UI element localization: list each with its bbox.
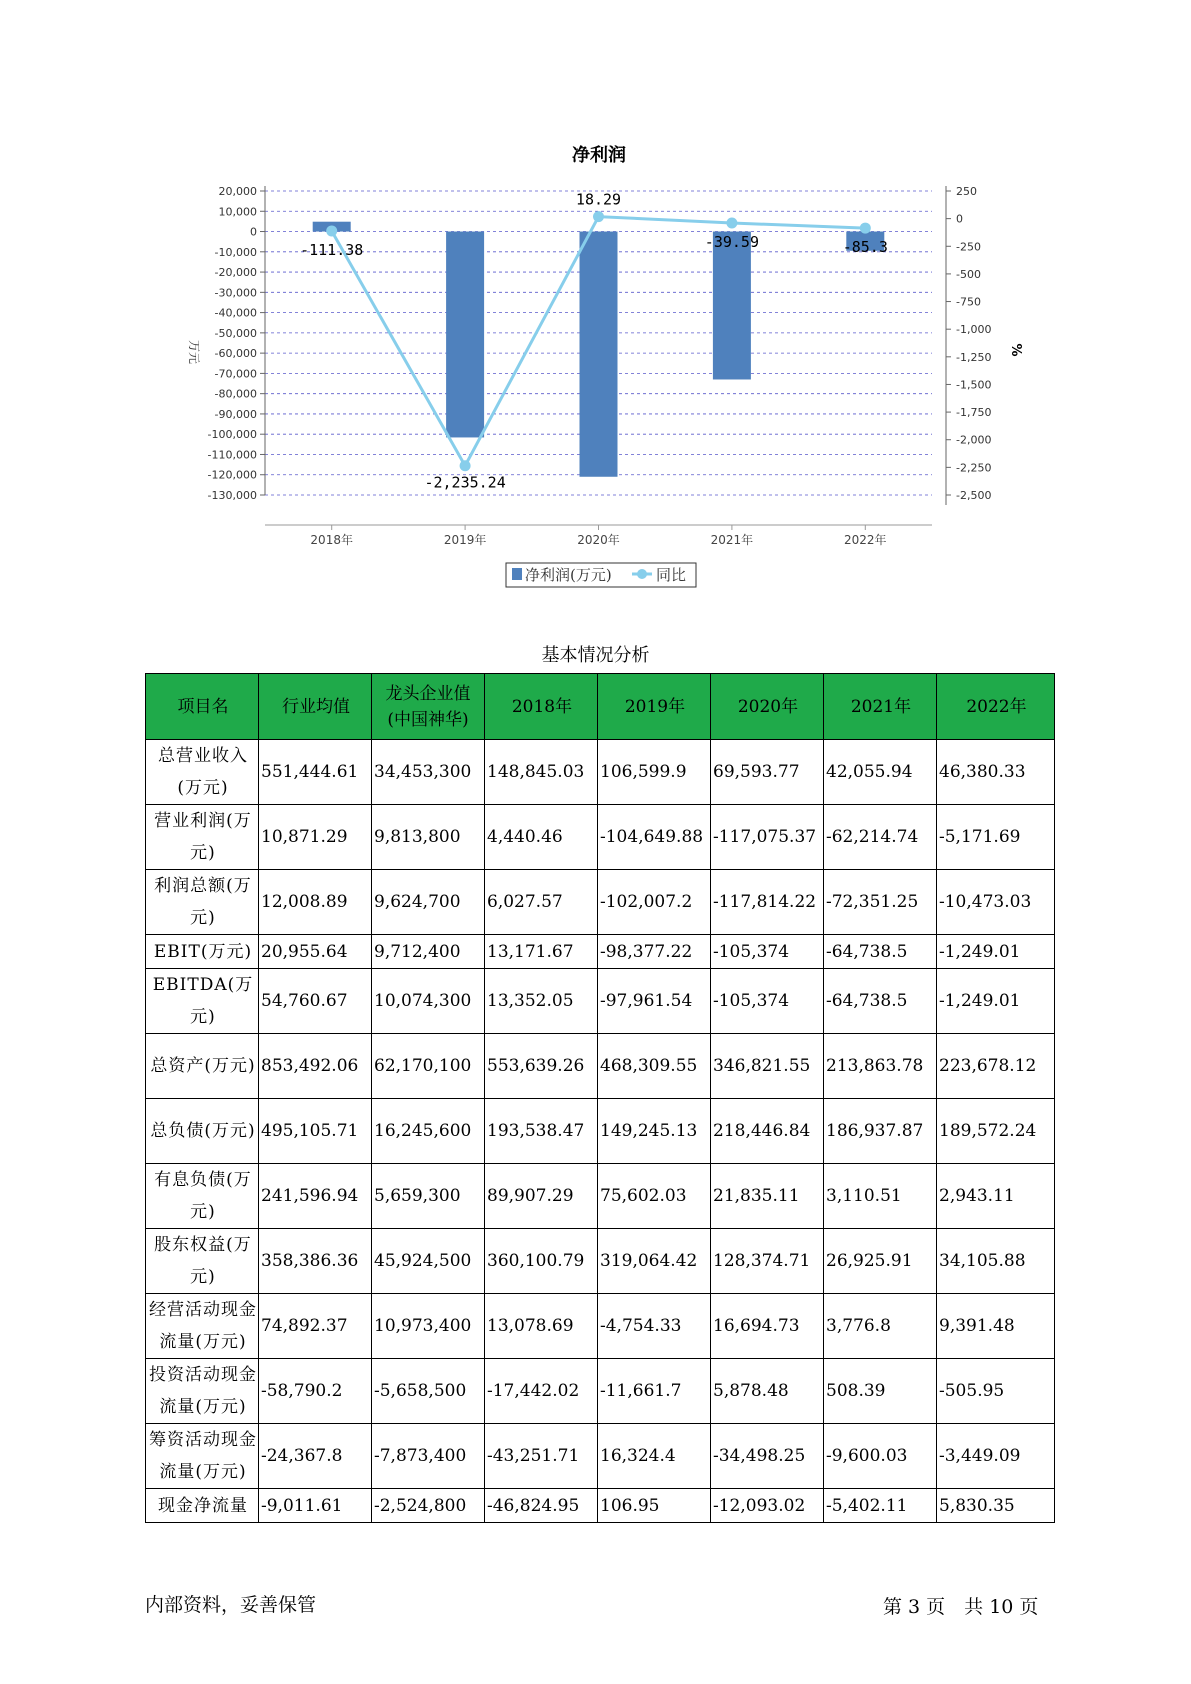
- data-label: -2,235.24: [424, 473, 506, 492]
- table-cell: -7,873,400: [372, 1424, 485, 1489]
- table-cell: 218,446.84: [711, 1099, 824, 1164]
- left-tick-label: -130,000: [207, 489, 257, 502]
- col-header: 2021年: [824, 674, 937, 740]
- table-cell: 89,907.29: [485, 1164, 598, 1229]
- table-cell: 9,712,400: [372, 935, 485, 969]
- table-cell: -24,367.8: [259, 1424, 372, 1489]
- col-header: 2022年: [937, 674, 1055, 740]
- footer-page-number: 第 3 页 共 10 页: [883, 1596, 1039, 1618]
- table-cell: -46,824.95: [485, 1489, 598, 1523]
- table-cell: 10,074,300: [372, 969, 485, 1034]
- table-cell: 26,925.91: [824, 1229, 937, 1294]
- table-cell: -105,374: [711, 935, 824, 969]
- table-cell: -9,011.61: [259, 1489, 372, 1523]
- table-cell: 13,078.69: [485, 1294, 598, 1359]
- table-cell: 5,830.35: [937, 1489, 1055, 1523]
- table-cell: 16,245,600: [372, 1099, 485, 1164]
- x-tick-label: 2021年: [710, 533, 754, 547]
- right-tick-label: -750: [956, 295, 981, 309]
- table-cell: -5,402.11: [824, 1489, 937, 1523]
- table-cell: 2,943.11: [937, 1164, 1055, 1229]
- table-row: [146, 1164, 1055, 1229]
- table-cell: -117,075.37: [711, 805, 824, 870]
- table-cell: 74,892.37: [259, 1294, 372, 1359]
- table-cell: -62,214.74: [824, 805, 937, 870]
- table-cell: 75,602.03: [598, 1164, 711, 1229]
- table-cell: -3,449.09: [937, 1424, 1055, 1489]
- table-cell: 13,352.05: [485, 969, 598, 1034]
- left-tick-label: 10,000: [218, 205, 257, 219]
- col-header: 2020年: [711, 674, 824, 740]
- right-tick-label: -2,000: [956, 433, 992, 447]
- right-tick-label: -1,500: [956, 378, 992, 392]
- right-axis-label: %: [1008, 343, 1023, 357]
- table-cell: 358,386.36: [259, 1229, 372, 1294]
- table-cell: 106,599.9: [598, 740, 711, 805]
- left-tick-label: 20,000: [218, 185, 257, 198]
- table-cell: -17,442.02: [485, 1359, 598, 1424]
- table-cell: 193,538.47: [485, 1099, 598, 1164]
- table-cell: -2,524,800: [372, 1489, 485, 1523]
- row-label: EBITDA(万元): [146, 969, 259, 1034]
- table-cell: -12,093.02: [711, 1489, 824, 1523]
- table-cell: 21,835.11: [711, 1164, 824, 1229]
- row-label: 现金净流量: [146, 1489, 259, 1523]
- legend-line-label: 同比: [656, 566, 687, 584]
- row-label: 利润总额(万元): [146, 870, 259, 935]
- left-tick-label: -10,000: [214, 245, 257, 259]
- left-tick-label: -90,000: [214, 407, 257, 421]
- col-header: 2018年: [485, 674, 598, 740]
- data-label: -39.59: [704, 233, 759, 252]
- table-cell: -505.95: [937, 1359, 1055, 1424]
- right-tick-label: 250: [956, 185, 977, 198]
- row-label: 投资活动现金流量(万元): [146, 1359, 259, 1424]
- table-cell: -104,649.88: [598, 805, 711, 870]
- table-cell: -117,814.22: [711, 870, 824, 935]
- legend-line-marker: [637, 569, 647, 579]
- table-cell: 5,878.48: [711, 1359, 824, 1424]
- table-cell: 189,572.24: [937, 1099, 1055, 1164]
- x-tick-label: 2022年: [844, 533, 887, 547]
- table-cell: 9,391.48: [937, 1294, 1055, 1359]
- table-title: 基本情况分析: [541, 645, 650, 666]
- col-header: 2019年: [598, 674, 711, 740]
- table-cell: 223,678.12: [937, 1034, 1055, 1099]
- table-cell: 213,863.78: [824, 1034, 937, 1099]
- table-cell: 106.95: [598, 1489, 711, 1523]
- left-tick-label: -100,000: [207, 428, 257, 442]
- yoy-point: [860, 223, 871, 234]
- table-cell: 13,171.67: [485, 935, 598, 969]
- right-tick-label: -2,500: [956, 489, 992, 502]
- table-cell: 186,937.87: [824, 1099, 937, 1164]
- table-cell: 148,845.03: [485, 740, 598, 805]
- left-tick-label: -120,000: [207, 468, 257, 482]
- yoy-point: [326, 225, 337, 236]
- table-cell: 149,245.13: [598, 1099, 711, 1164]
- legend: [506, 563, 696, 587]
- table-row: [146, 1424, 1055, 1489]
- table-cell: 34,105.88: [937, 1229, 1055, 1294]
- table-cell: -97,961.54: [598, 969, 711, 1034]
- table-cell: -72,351.25: [824, 870, 937, 935]
- col-header: 龙头企业值(中国神华): [372, 674, 485, 740]
- table-cell: 46,380.33: [937, 740, 1055, 805]
- table-cell: 54,760.67: [259, 969, 372, 1034]
- x-tick-label: 2019年: [443, 533, 487, 547]
- table-row: [146, 1099, 1055, 1164]
- table-cell: 360,100.79: [485, 1229, 598, 1294]
- table-cell: -1,249.01: [937, 969, 1055, 1034]
- left-tick-label: -20,000: [214, 266, 257, 280]
- table-cell: 553,639.26: [485, 1034, 598, 1099]
- data-label: -85.3: [842, 238, 888, 257]
- left-tick-label: -50,000: [214, 326, 257, 340]
- left-tick-label: 0: [250, 225, 257, 239]
- x-tick-label: 2018年: [310, 533, 353, 547]
- left-tick-label: -40,000: [214, 306, 257, 320]
- table-row: [146, 1489, 1055, 1523]
- table-cell: -5,171.69: [937, 805, 1055, 870]
- row-label: 总负债(万元): [146, 1099, 259, 1164]
- net-profit-chart: [0, 0, 1191, 600]
- table-header-row: [146, 674, 1055, 740]
- data-label: -111.38: [300, 240, 364, 259]
- table-row: [146, 805, 1055, 870]
- left-tick-label: -70,000: [214, 367, 257, 381]
- table-cell: 34,453,300: [372, 740, 485, 805]
- bar: [446, 232, 484, 438]
- table-cell: 20,955.64: [259, 935, 372, 969]
- x-tick-label: 2020年: [577, 533, 620, 547]
- left-axis-ticks: [208, 185, 265, 502]
- table-cell: 319,064.42: [598, 1229, 711, 1294]
- right-tick-label: -1,250: [956, 350, 992, 364]
- data-label: 18.29: [575, 190, 622, 209]
- table-cell: 12,008.89: [259, 870, 372, 935]
- left-tick-label: -30,000: [214, 286, 257, 300]
- table-cell: 241,596.94: [259, 1164, 372, 1229]
- table-cell: -58,790.2: [259, 1359, 372, 1424]
- table-cell: -43,251.71: [485, 1424, 598, 1489]
- table-cell: -102,007.2: [598, 870, 711, 935]
- row-label: 营业利润(万元): [146, 805, 259, 870]
- table-cell: 16,694.73: [711, 1294, 824, 1359]
- right-tick-label: -250: [956, 240, 981, 254]
- yoy-point: [460, 460, 471, 471]
- left-tick-label: -110,000: [207, 448, 257, 462]
- table-cell: 551,444.61: [259, 740, 372, 805]
- row-label: 总营业收入(万元): [146, 740, 259, 805]
- bar: [580, 232, 618, 477]
- table-cell: -4,754.33: [598, 1294, 711, 1359]
- table-cell: -1,249.01: [937, 935, 1055, 969]
- right-tick-label: 0: [956, 212, 963, 226]
- table-cell: 4,440.46: [485, 805, 598, 870]
- table-cell: 468,309.55: [598, 1034, 711, 1099]
- table-cell: 9,624,700: [372, 870, 485, 935]
- table-cell: -34,498.25: [711, 1424, 824, 1489]
- table-cell: 62,170,100: [372, 1034, 485, 1099]
- table-cell: 508.39: [824, 1359, 937, 1424]
- table-cell: 495,105.71: [259, 1099, 372, 1164]
- row-label: 经营活动现金流量(万元): [146, 1294, 259, 1359]
- table-cell: 3,776.8: [824, 1294, 937, 1359]
- table-row: [146, 1359, 1055, 1424]
- legend-bar-swatch: [512, 568, 522, 580]
- table-cell: -11,661.7: [598, 1359, 711, 1424]
- table-row: [146, 935, 1055, 969]
- x-axis-labels: [265, 525, 932, 547]
- left-tick-label: -60,000: [214, 347, 257, 361]
- table-row: [146, 870, 1055, 935]
- col-header: 项目名: [146, 674, 259, 740]
- row-label: 筹资活动现金流量(万元): [146, 1424, 259, 1489]
- row-label: EBIT(万元): [146, 935, 259, 969]
- table-cell: -105,374: [711, 969, 824, 1034]
- table-cell: 9,813,800: [372, 805, 485, 870]
- row-label: 有息负债(万元): [146, 1164, 259, 1229]
- chart-title: 净利润: [572, 145, 626, 166]
- left-tick-label: -80,000: [214, 387, 257, 401]
- table-cell: 69,593.77: [711, 740, 824, 805]
- table-cell: 853,492.06: [259, 1034, 372, 1099]
- table-row: [146, 969, 1055, 1034]
- table-cell: -9,600.03: [824, 1424, 937, 1489]
- table-cell: 3,110.51: [824, 1164, 937, 1229]
- right-tick-label: -1,750: [956, 406, 992, 420]
- table-cell: 5,659,300: [372, 1164, 485, 1229]
- table-row: [146, 1034, 1055, 1099]
- right-tick-label: -1,000: [956, 323, 992, 337]
- table-row: [146, 1229, 1055, 1294]
- table-row: [146, 1294, 1055, 1359]
- table-cell: 16,324.4: [598, 1424, 711, 1489]
- yoy-point: [593, 211, 604, 222]
- table-cell: 10,871.29: [259, 805, 372, 870]
- right-axis-ticks: [946, 185, 991, 505]
- table-cell: -64,738.5: [824, 969, 937, 1034]
- table-cell: -10,473.03: [937, 870, 1055, 935]
- yoy-point: [726, 218, 737, 229]
- table-body: [146, 740, 1055, 1523]
- table-cell: 6,027.57: [485, 870, 598, 935]
- row-label: 股东权益(万元): [146, 1229, 259, 1294]
- table-cell: -98,377.22: [598, 935, 711, 969]
- left-axis-label: 万元: [187, 339, 201, 365]
- row-label: 总资产(万元): [146, 1034, 259, 1099]
- table-cell: 346,821.55: [711, 1034, 824, 1099]
- basic-analysis-table: [145, 673, 1055, 1523]
- footer-confidential: 内部资料，妥善保管: [145, 1594, 317, 1616]
- right-tick-label: -500: [956, 267, 981, 281]
- table-cell: -5,658,500: [372, 1359, 485, 1424]
- table-cell: -64,738.5: [824, 935, 937, 969]
- table-cell: 42,055.94: [824, 740, 937, 805]
- table-cell: 128,374.71: [711, 1229, 824, 1294]
- legend-bar-label: 净利润(万元): [525, 566, 612, 584]
- table-cell: 45,924,500: [372, 1229, 485, 1294]
- table-row: [146, 740, 1055, 805]
- table-cell: 10,973,400: [372, 1294, 485, 1359]
- bar: [713, 232, 751, 380]
- right-tick-label: -2,250: [956, 461, 992, 475]
- col-header: 行业均值: [259, 674, 372, 740]
